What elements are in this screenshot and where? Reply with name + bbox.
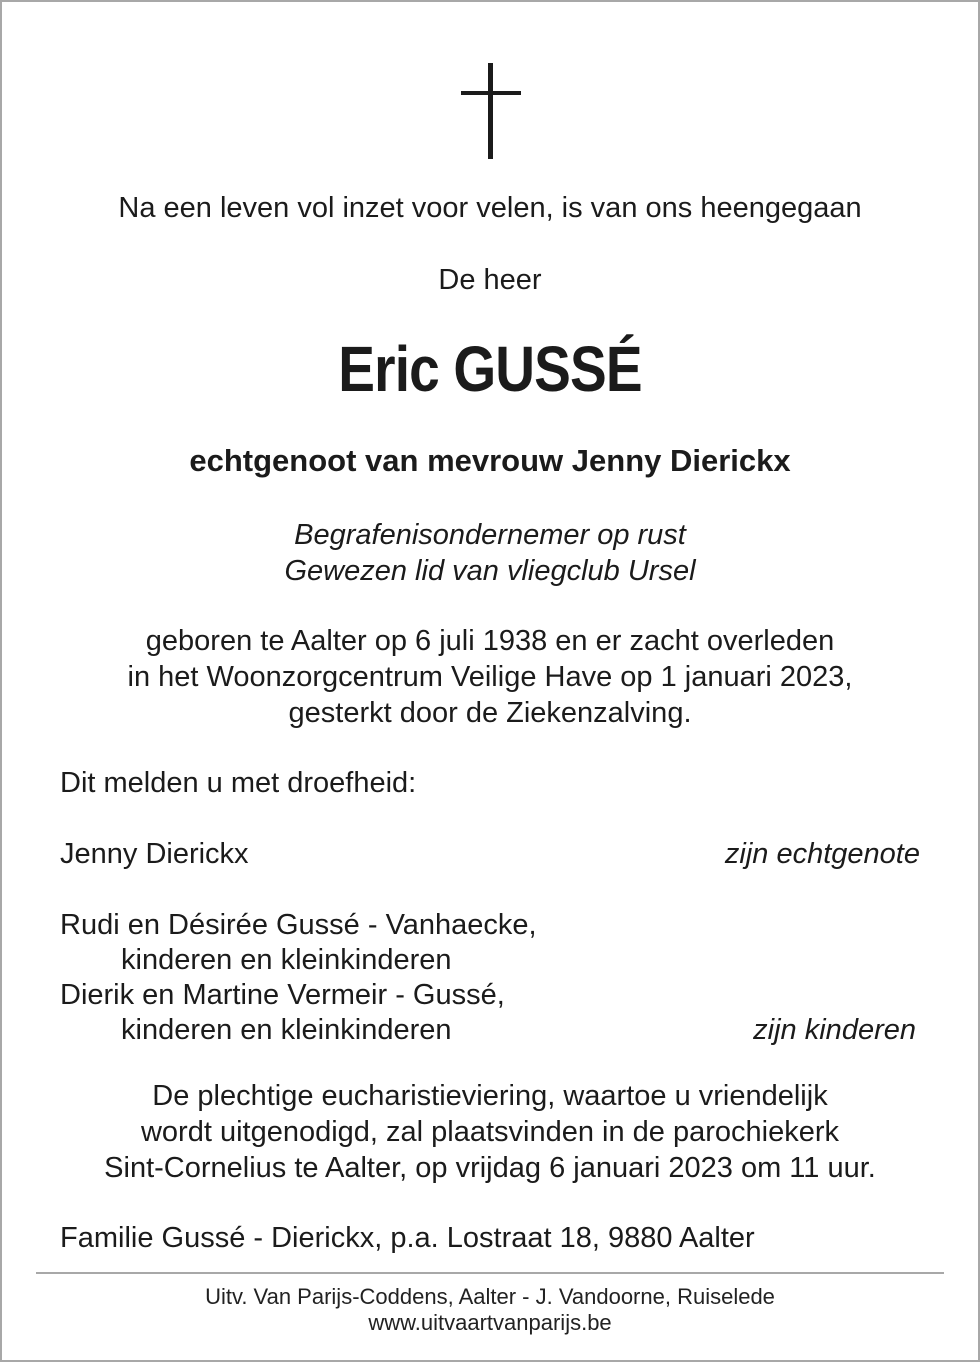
spouse-line: echtgenoot van mevrouw Jenny Dierickx — [189, 443, 791, 478]
mourner-children-sub: kinderen en kleinkinderen — [121, 944, 452, 976]
birth-death-line: in het Woonzorgcentrum Veilige Have op 1 januari 2023, — [127, 661, 853, 693]
service-line: wordt uitgenodigd, zal plaatsvinden in de parochiekerk — [140, 1116, 840, 1148]
intro-line: Na een leven vol inzet voor velen, is van ons heengegaan — [118, 192, 862, 224]
service-line: De plechtige eucharistieviering, waartoe u vriendelijk — [152, 1080, 828, 1112]
announce-line: Dit melden u met droefheid: — [60, 767, 417, 799]
mourner-children-names: Rudi en Désirée Gussé - Vanhaecke, — [60, 909, 537, 941]
family-address: Familie Gussé - Dierickx, p.a. Lostraat 18, 9880 Aalter — [60, 1222, 755, 1254]
birth-death-line: gesterkt door de Ziekenzalving. — [288, 697, 692, 729]
deceased-name: Eric GUSSÉ — [338, 333, 642, 405]
undertaker-line: Uitv. Van Parijs-Coddens, Aalter - J. Vandoorne, Ruiselede — [205, 1284, 775, 1309]
mourner-children-relation: zijn kinderen — [753, 1014, 916, 1046]
mourner-children-names: Dierik en Martine Vermeir - Gussé, — [60, 979, 505, 1011]
birth-death-line: geboren te Aalter op 6 juli 1938 en er zacht overleden — [145, 625, 835, 657]
occupation-line: Gewezen lid van vliegclub Ursel — [284, 555, 696, 587]
occupation-line: Begrafenisondernemer op rust — [294, 519, 686, 551]
mourner-children-sub: kinderen en kleinkinderen — [121, 1014, 452, 1046]
mourner-spouse-relation: zijn echtgenote — [724, 838, 920, 870]
footer-divider — [36, 1272, 944, 1274]
salutation: De heer — [438, 264, 542, 296]
website-link[interactable]: www.uitvaartvanparijs.be — [368, 1310, 612, 1335]
mourner-spouse-name: Jenny Dierickx — [60, 838, 249, 870]
cross-icon — [461, 63, 521, 159]
service-line: Sint-Cornelius te Aalter, op vrijdag 6 januari 2023 om 11 uur. — [104, 1152, 876, 1184]
